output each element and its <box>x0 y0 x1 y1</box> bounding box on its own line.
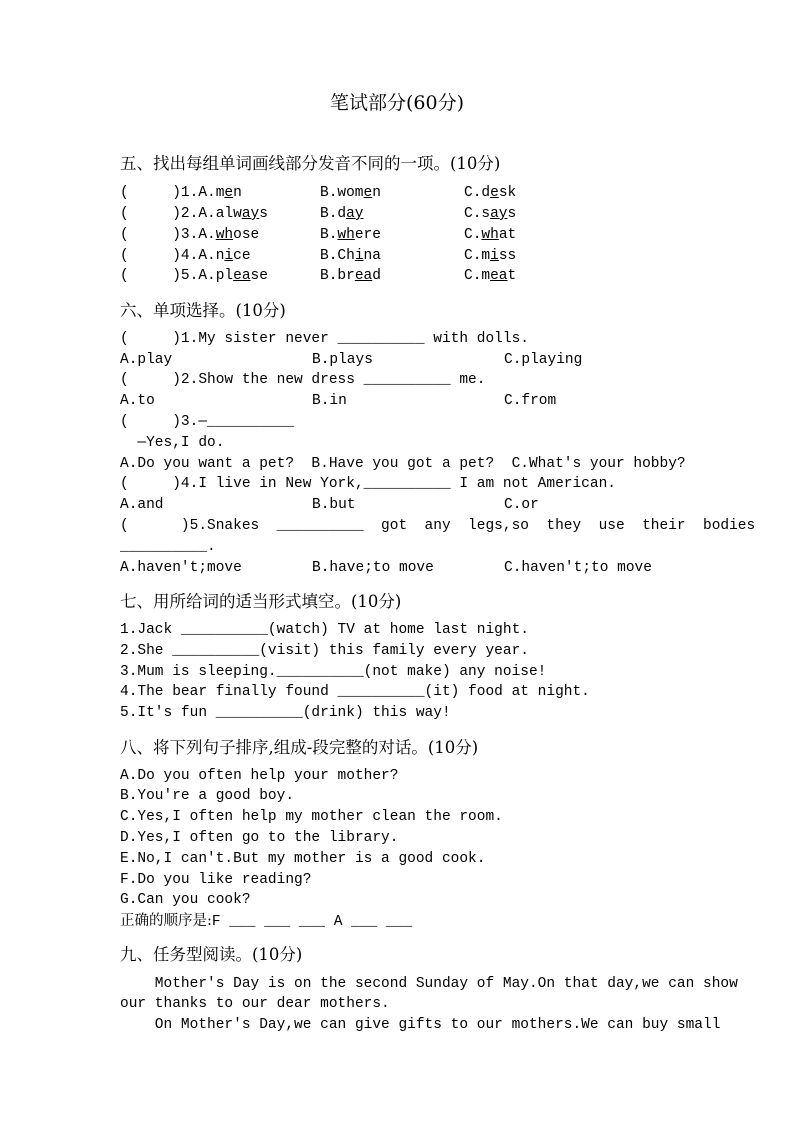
answer-order-blanks: F ___ ___ ___ A ___ ___ <box>211 914 413 930</box>
answer-order-label: 正确的顺序是: <box>120 913 212 929</box>
reading-paragraph-1-line-1: Mother's Day is on the second Sunday of May.On that day,we can show <box>120 976 738 992</box>
page-title: 笔试部分(60分) <box>329 92 464 114</box>
option-6-4-b: B.but <box>312 497 356 513</box>
section-8-heading: 八、将下列句子排序,组成-段完整的对话。(10分) <box>120 738 479 757</box>
dialogue-line-c: C.Yes,I often help my mother clean the room. <box>120 809 503 825</box>
option-6-4-c: C.or <box>504 497 539 513</box>
fill-blank-2: 2.She __________(visit) this family every year. <box>120 643 529 659</box>
option-6-5-b: B.have;to move <box>312 560 434 576</box>
dialogue-line-d: D.Yes,I often go to the library. <box>120 830 399 846</box>
option-6-2-a: A.to <box>120 393 155 409</box>
dialogue-line-a: A.Do you often help your mother? <box>120 768 399 784</box>
answer-order-line <box>120 912 412 931</box>
dialogue-line-g: G.Can you cook? <box>120 892 251 908</box>
section-7-heading: 七、用所给词的适当形式填空。(10分) <box>120 592 402 611</box>
question-6-5: ( )5.Snakes __________ got any legs,so they use their bodies <box>120 518 756 534</box>
dialogue-line-e: E.No,I can't.But my mother is a good cook. <box>120 851 486 867</box>
option-6-2-c: C.from <box>504 393 557 409</box>
reading-paragraph-2-line-1: On Mother's Day,we can give gifts to our mothers.We can buy small <box>120 1017 721 1033</box>
question-6-1: ( )1.My sister never __________ with dolls. <box>120 331 529 347</box>
option-6-5-a: A.haven't;move <box>120 560 242 576</box>
question-6-3-options: A.Do you want a pet? B.Have you got a pet? C.What's your hobby? <box>120 456 686 472</box>
question-6-5-continued: __________. <box>120 539 216 555</box>
dialogue-line-f: F.Do you like reading? <box>120 872 312 888</box>
question-6-2: ( )2.Show the new dress __________ me. <box>120 372 486 388</box>
option-6-4-a: A.and <box>120 497 164 513</box>
fill-blank-4: 4.The bear finally found __________(it) food at night. <box>120 684 590 700</box>
question-6-3-reply: —Yes,I do. <box>120 435 225 451</box>
section-5-heading: 五、找出每组单词画线部分发音不同的一项。(10分) <box>120 154 501 173</box>
fill-blank-5: 5.It's fun __________(drink) this way! <box>120 705 451 721</box>
worksheet-page: 笔试部分(60分) 五、找出每组单词画线部分发音不同的一项。(10分) ( )1.A.men B.women C.desk ( )2.A.always B.day C.says ( )3.A.whose B.where C.what ( )4.A.nice B.China C.miss ( )5.A.please B.bread C.meat 六、单项选择。(10分) ( )1.My sister never __________ with dolls. A.play B.plays C.playing ( )2.Show the new dress __________ me. A.to B.in C.from ( )3.—__________ —Yes,I do. A.Do you want a pet? B.Have you got a pet? C.What's your hobby? ( )4.I live in New York,__________ I am not American. A.and B.but C.or ( )5.Snakes __________ got any legs,so they use their bodies __________. A.haven't;move B.have;to move C.haven't;to move 七、用所给词的适当形式填空。(10分) 1.Jack __________(watch) TV at home last night. 2.She __________(visit) this family every year. 3.Mum is sleeping.__________(not make) any noise! 4.The bear finally found __________(it) food at night. 5.It's fun __________(drink) this way! 八、将下列句子排序,组成-段完整的对话。(10分) A.Do you often help your mother? B.You're a good boy. C.Yes,I often help my mother clean the room. D.Yes,I often go to the library. E.No,I can't.But my mother is a good cook. F.Do you like reading? G.Can you cook? 正确的顺序是:F ___ ___ ___ A ___ ___ 九、任务型阅读。(10分) Mother's Day is on the second Sunday of May.On that day,we can show our thanks to our dear mothers. On Mother's Day,we can give gifts to our mothers.We can buy small <box>0 0 794 1123</box>
question-6-4: ( )4.I live in New York,__________ I am not American. <box>120 476 616 492</box>
section-6-heading: 六、单项选择。(10分) <box>120 301 286 320</box>
dialogue-line-b: B.You're a good boy. <box>120 788 295 804</box>
reading-paragraph-1-line-2: our thanks to our dear mothers. <box>120 996 390 1012</box>
fill-blank-3: 3.Mum is sleeping.__________(not make) any noise! <box>120 664 547 680</box>
question-6-3: ( )3.—__________ <box>120 414 295 430</box>
option-6-1-c: C.playing <box>504 352 583 368</box>
option-6-5-c: C.haven't;to move <box>504 560 652 576</box>
option-6-1-a: A.play <box>120 352 173 368</box>
section-9-heading: 九、任务型阅读。(10分) <box>120 945 303 964</box>
option-6-2-b: B.in <box>312 393 347 409</box>
option-6-1-b: B.plays <box>312 352 373 368</box>
fill-blank-1: 1.Jack __________(watch) TV at home last night. <box>120 622 529 638</box>
